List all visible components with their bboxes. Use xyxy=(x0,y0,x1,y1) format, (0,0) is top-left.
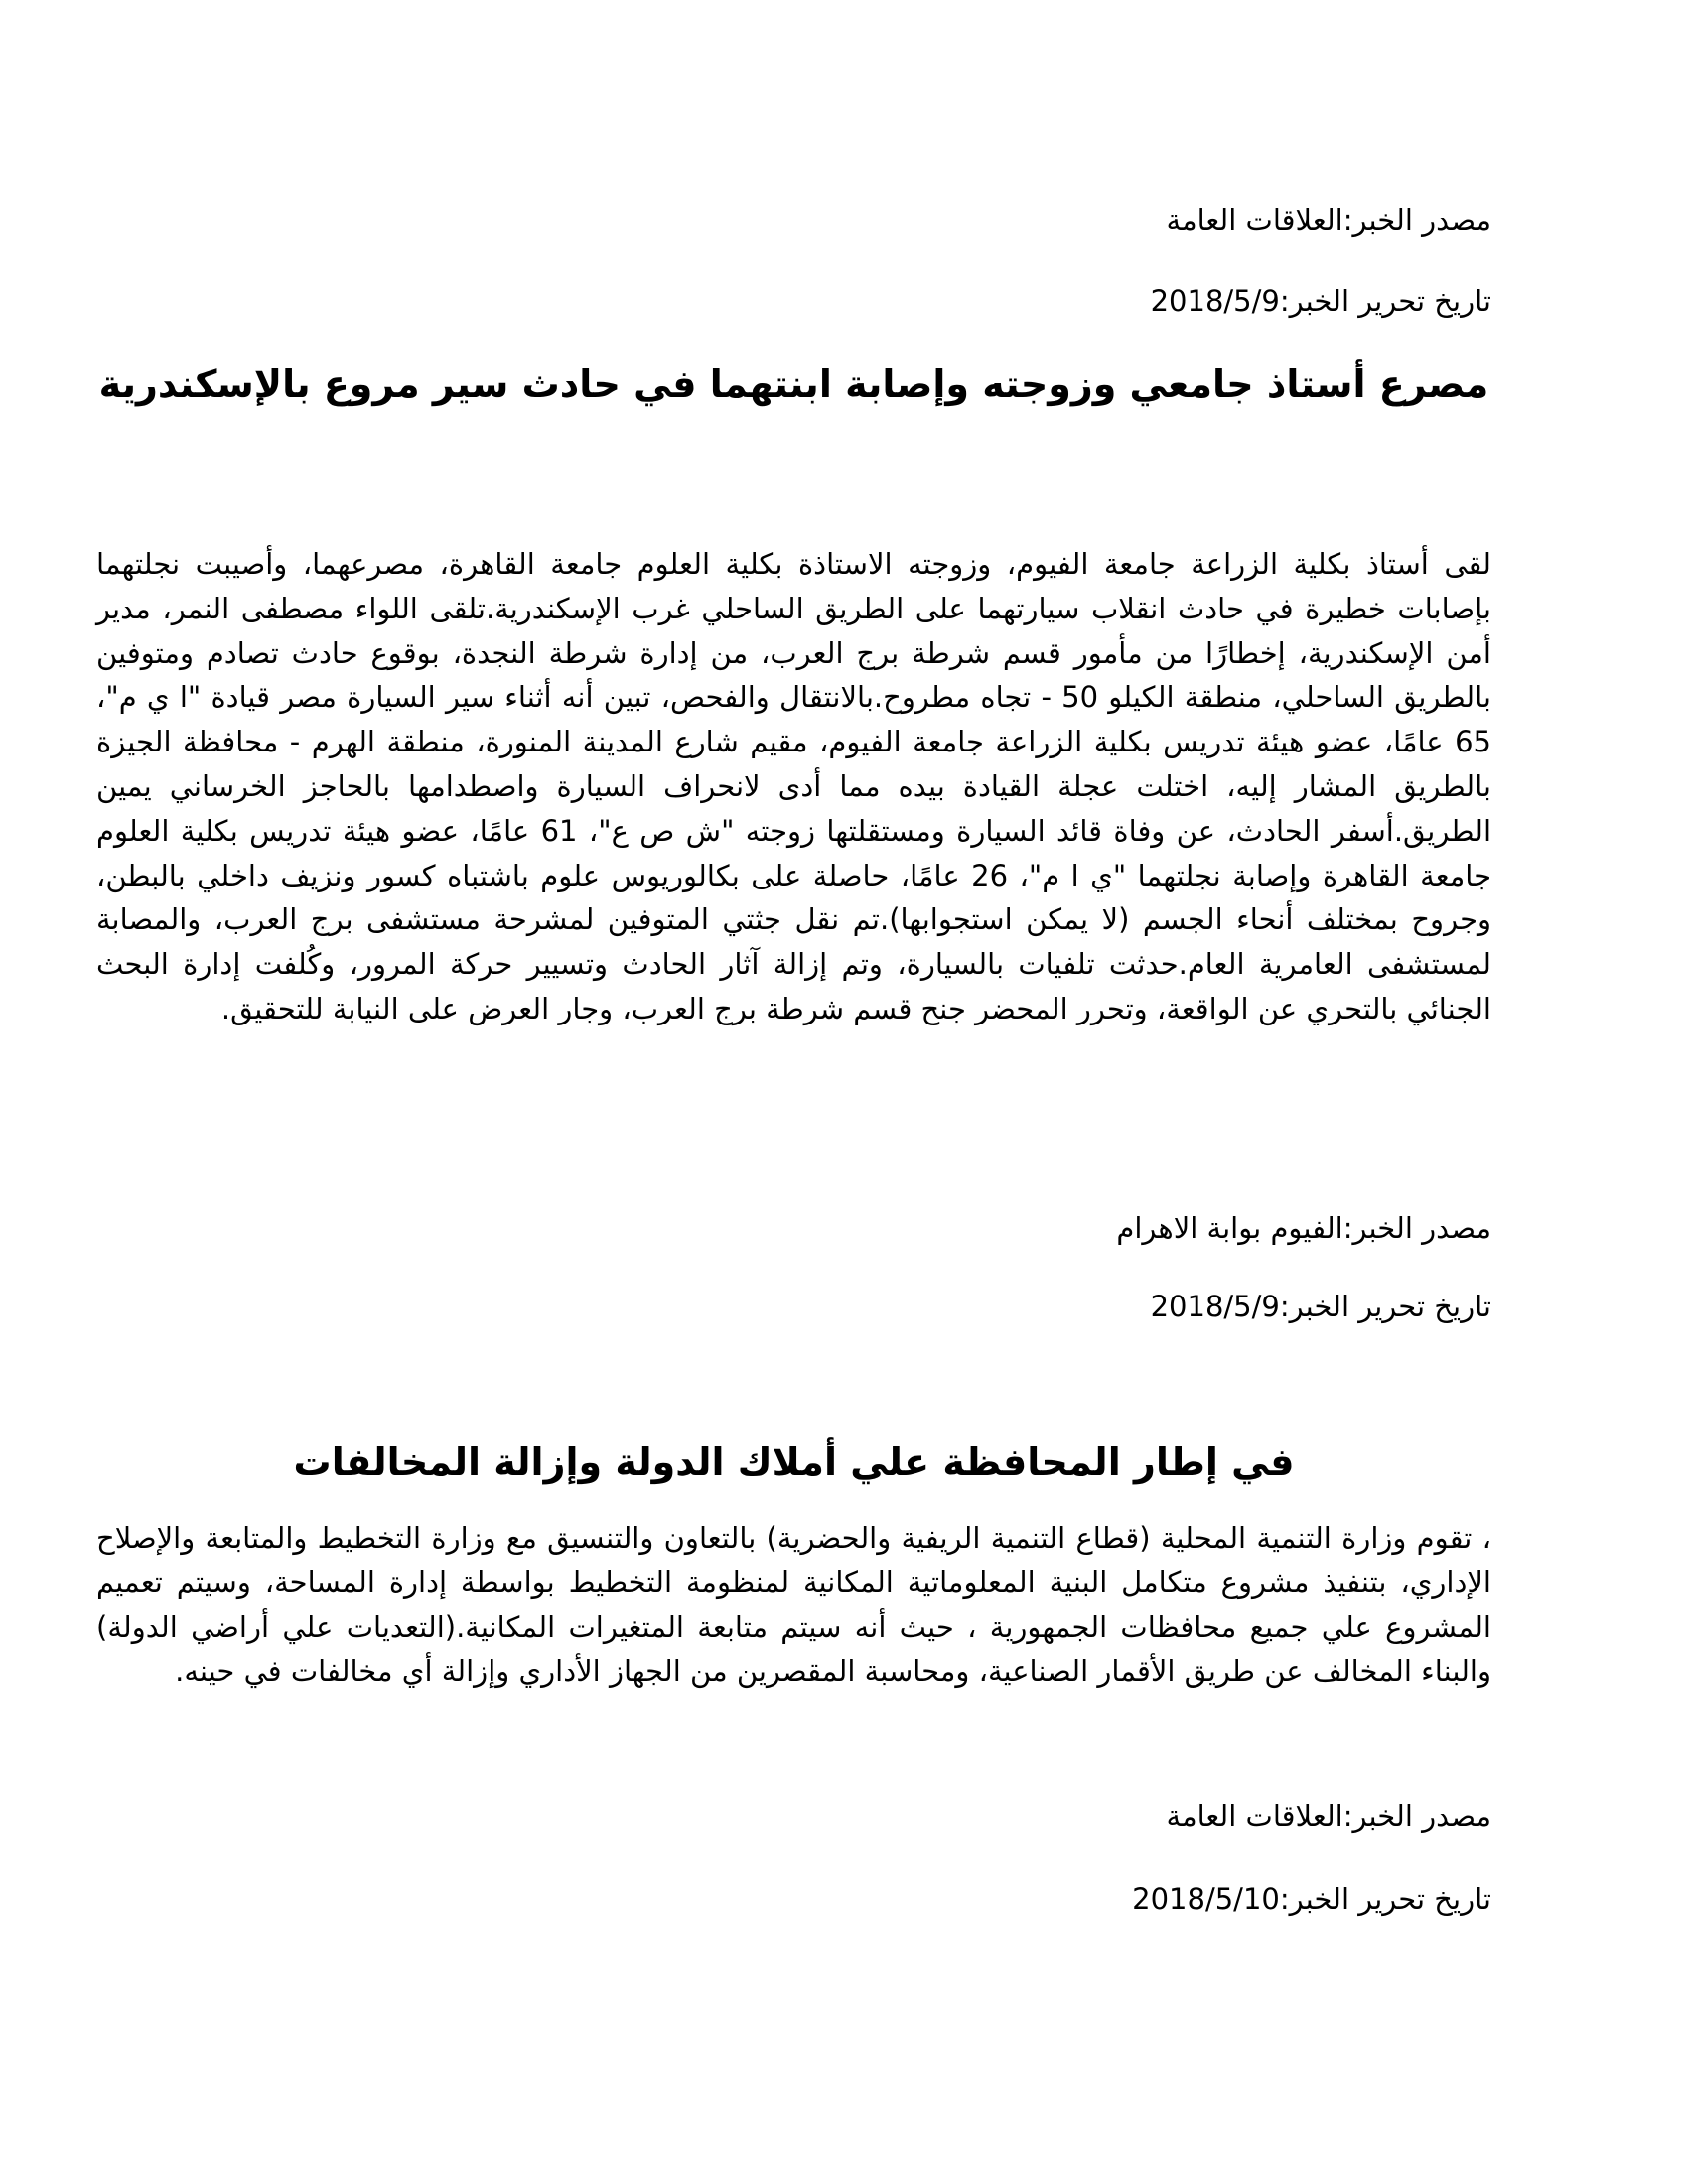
news-date-value: 2018/5/9 xyxy=(1150,284,1280,318)
news-date-line xyxy=(1151,1287,1491,1326)
news-source-label: مصدر الخبر: xyxy=(1342,1211,1491,1245)
article-body: لقى أستاذ بكلية الزراعة جامعة الفيوم، وزوجته الاستاذة بكلية العلوم جامعة القاهرة، مصرعهما، وأصيبت نجلتهما بإصابات خطيرة في حادث انقلاب سيارتهما على الطريق الساحلي غرب الإسكندرية.تلقى اللواء مصطفى النمر، مدير أمن الإسكندرية، إخطارًا من مأمور قسم شرطة برج العرب، من إدارة شرطة النجدة، بوقوع حادث تصادم ومتوفين بالطريق الساحلي، منطقة الكيلو 50 - تجاه مطروح.بالانتقال والفحص، تبين أنه أثناء سير السيارة مصر قيادة "ا ي م"، 65 عامًا، عضو هيئة تدريس بكلية الزراعة جامعة الفيوم، مقيم شارع المدينة المنورة، منطقة الهرم - محافظة الجيزة بالطريق المشار إليه، اختلت عجلة القيادة بيده مما أدى لانحراف السيارة واصطدامها بالحاجز الخرساني يمين الطريق.أسفر الحادث، عن وفاة قائد السيارة ومستقلتها زوجته "ش ص ع"، 61 عامًا، عضو هيئة تدريس بكلية العلوم جامعة القاهرة وإصابة نجلتهما "ي ا م"، 26 عامًا، حاصلة على بكالوريوس علوم باشتباه كسور ونزيف داخلي بالبطن، وجروح بمختلف أنحاء الجسم (لا يمكن استجوابها).تم نقل جثتي المتوفين لمشرحة مستشفى برج العرب، والمصابة لمستشفى العامرية العام.حدثت تلفيات بالسيارة، وتم إزالة آثار الحادث وتسيير حركة المرور، وكُلفت إدارة البحث الجنائي بالتحري عن الواقعة، وتحرر المحضر جنح قسم شرطة برج العرب، وجار العرض على النيابة للتحقيق. xyxy=(96,547,1492,1025)
news-source-line xyxy=(1167,1796,1491,1836)
news-source-value: الفيوم بوابة الاهرام xyxy=(1116,1211,1343,1245)
news-date-value: 2018/5/9 xyxy=(1150,1290,1280,1323)
article-body: ، تقوم وزارة التنمية المحلية (قطاع التنمية الريفية والحضرية) بالتعاون والتنسيق مع وزارة التخطيط والمتابعة والإصلاح الإداري، بتنفيذ مشروع متكامل البنية المعلوماتية المكانية لمنظومة التخطيط بواسطة إدارة المساحة، وسيتم تعميم المشروع علي جميع محافظات الجمهورية ، حيث أنه سيتم متابعة المتغيرات المكانية.(التعديات علي أراضي الدولة) والبناء المخالف عن طريق الأقمار الصناعية، ومحاسبة المقصرين من الجهاز الأداري وإزالة أي مخالفات في حينه. xyxy=(96,1521,1491,1689)
article-headline: في إطار المحافظة علي أملاك الدولة وإزالة المخالفات xyxy=(293,1440,1295,1484)
document-page xyxy=(96,0,1491,2184)
news-date-line xyxy=(1151,281,1491,321)
news-date-label: تاريخ تحرير الخبر: xyxy=(1279,284,1491,318)
news-date-line xyxy=(1132,1879,1491,1919)
article-headline: مصرع أستاذ جامعي وزوجته وإصابة ابنتهما في حادث سير مروع بالإسكندرية xyxy=(98,362,1489,406)
news-date-label: تاريخ تحرير الخبر: xyxy=(1279,1290,1491,1323)
news-source-line xyxy=(1167,201,1491,240)
news-source-line xyxy=(1116,1208,1491,1248)
news-source-label: مصدر الخبر: xyxy=(1342,204,1491,237)
news-source-value: العلاقات العامة xyxy=(1166,204,1343,237)
news-source-value: العلاقات العامة xyxy=(1166,1799,1343,1833)
news-date-value: 2018/5/10 xyxy=(1132,1882,1280,1916)
news-date-label: تاريخ تحرير الخبر: xyxy=(1279,1882,1491,1916)
news-source-label: مصدر الخبر: xyxy=(1342,1799,1491,1833)
